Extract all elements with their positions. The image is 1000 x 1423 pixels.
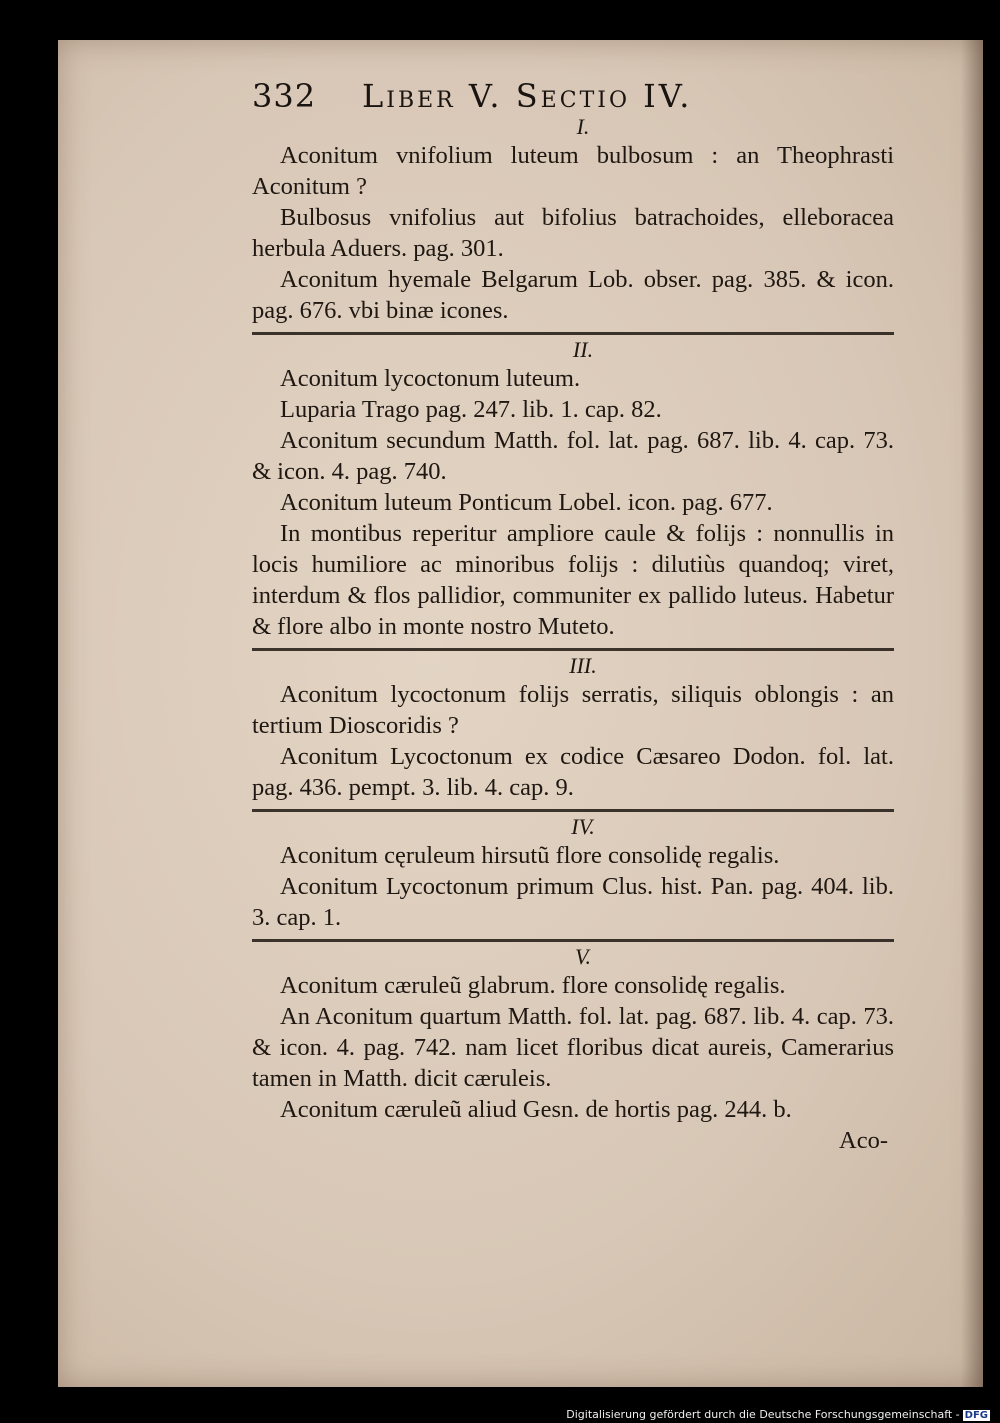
section-numeral: III. xyxy=(569,653,597,678)
sections-container xyxy=(252,114,894,1125)
catchword: Aco- xyxy=(839,1127,888,1154)
page-edge-shadow xyxy=(961,40,983,1387)
section xyxy=(252,337,894,651)
entry: Aconitum cęruleum hirsutũ flore consolidę regalis. xyxy=(280,842,780,869)
entry: Aconitum Lycoctonum primum Clus. hist. Pan. pag. 404. lib. 3. cap. 1. xyxy=(252,873,894,931)
main-text xyxy=(252,114,894,1156)
section-divider xyxy=(252,809,894,812)
page-number: 332 xyxy=(252,77,317,115)
section-divider xyxy=(252,939,894,942)
footer xyxy=(0,1408,990,1421)
section-numeral: I. xyxy=(576,114,590,139)
entry: In montibus reperitur ampliore caule & folijs : nonnullis in locis humiliore ac minoribus folijs : dilutiùs quandoq; viret, interdum & flos pallidior, communiter ex pallido luteus. Habetur & flore albo in monte nostro Muteto. xyxy=(252,520,894,640)
entry: Aconitum lycoctonum luteum. xyxy=(280,365,581,392)
page-title: Liber V. Sectio IV. xyxy=(362,77,693,115)
entry: Bulbosus vnifolius aut bifolius batrachoides, elleboracea herbula Aduers. pag. 301. xyxy=(252,204,894,262)
footer-text: Digitalisierung gefördert durch die Deutsche Forschungsgemeinschaft - xyxy=(566,1408,960,1421)
entry: Aconitum Lycoctonum ex codice Cæsareo Dodon. fol. lat. pag. 436. pempt. 3. lib. 4. cap. 9. xyxy=(252,743,894,801)
section xyxy=(252,653,894,812)
section-numeral: IV. xyxy=(571,814,595,839)
section-divider xyxy=(252,332,894,335)
section-numeral: V. xyxy=(574,944,592,969)
entry: Aconitum luteum Ponticum Lobel. icon. pag. 677. xyxy=(280,489,773,516)
entry: Aconitum hyemale Belgarum Lob. obser. pag. 385. & icon. pag. 676. vbi binæ icones. xyxy=(252,266,894,324)
section xyxy=(252,944,894,1125)
section-numeral: II. xyxy=(572,337,594,362)
entry: An Aconitum quartum Matth. fol. lat. pag. 687. lib. 4. cap. 73. & icon. 4. pag. 742. nam licet floribus dicat aureis, Camerarius tamen in Matth. dicit cæruleis. xyxy=(252,1003,894,1092)
entry: Aconitum cæruleũ aliud Gesn. de hortis pag. 244. b. xyxy=(280,1096,792,1123)
section-divider xyxy=(252,648,894,651)
dfg-logo: DFG xyxy=(964,1410,988,1421)
section xyxy=(252,114,894,335)
entry: Aconitum cæruleũ glabrum. flore consolidę regalis. xyxy=(280,972,786,999)
running-head xyxy=(252,77,892,115)
entry: Aconitum vnifolium luteum bulbosum : an Theophrasti Aconitum ? xyxy=(252,142,894,200)
section xyxy=(252,814,894,942)
entry: Aconitum lycoctonum folijs serratis, siliquis oblongis : an tertium Dioscoridis ? xyxy=(252,681,894,739)
entry: Aconitum secundum Matth. fol. lat. pag. 687. lib. 4. cap. 73. & icon. 4. pag. 740. xyxy=(252,427,894,485)
entry: Luparia Trago pag. 247. lib. 1. cap. 82. xyxy=(280,396,662,423)
